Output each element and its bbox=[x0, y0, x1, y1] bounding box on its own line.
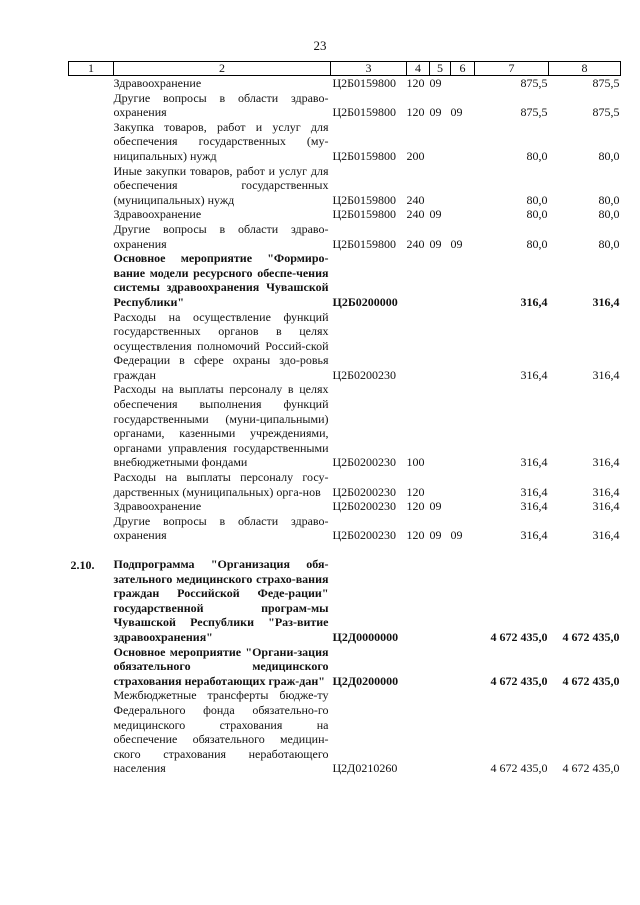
row-number bbox=[69, 514, 114, 543]
row-amount-col8: 316,4 bbox=[592, 499, 620, 514]
row-col5 bbox=[430, 120, 451, 164]
table-row bbox=[69, 514, 621, 543]
header-cell: 4 bbox=[407, 62, 430, 76]
row-name: Расходы на осуществление функций государственных органов в целях осуществления полномочий Россий-ской Федерации в сфере охраны здо-ровья граждан bbox=[113, 309, 329, 382]
row-col5: 09 bbox=[429, 207, 442, 222]
row-col5: 09 bbox=[429, 528, 442, 543]
row-col5: 09 bbox=[429, 236, 442, 251]
row-name: Закупка товаров, работ и услуг для обеспечения государственных (му-ниципальных) нужд bbox=[113, 119, 329, 163]
table-row bbox=[69, 222, 621, 251]
row-name: Межбюджетные трансферты бюдже-ту Федерального фонда обязательно-го медицинского страхования на обеспечение обязательного медицин-ского страхования неработающего населения bbox=[113, 688, 329, 776]
spacer-cell bbox=[69, 543, 621, 557]
header-cell: 2 bbox=[114, 62, 331, 76]
row-code: Ц2Б0200230 bbox=[332, 455, 397, 470]
table-row bbox=[69, 310, 621, 383]
row-col5 bbox=[430, 164, 451, 208]
row-col4 bbox=[407, 688, 430, 776]
header-cell: 1 bbox=[69, 62, 114, 76]
table-row bbox=[69, 251, 621, 309]
row-amount-col8: 4 672 435,0 bbox=[562, 761, 620, 776]
row-amount-col7: 316,4 bbox=[520, 367, 548, 382]
row-number bbox=[69, 645, 114, 689]
row-amount-col7: 80,0 bbox=[526, 192, 548, 207]
row-number bbox=[69, 91, 114, 120]
header-cell: 8 bbox=[549, 62, 621, 76]
row-number bbox=[69, 207, 114, 222]
row-col4: 100 bbox=[406, 455, 425, 470]
row-col6: 09 bbox=[450, 105, 463, 120]
row-amount-col8: 4 672 435,0 bbox=[562, 673, 620, 688]
row-amount-col7: 4 672 435,0 bbox=[490, 761, 548, 776]
row-col6 bbox=[451, 688, 475, 776]
row-col4: 240 bbox=[406, 207, 425, 222]
row-code: Ц2Б0200230 bbox=[332, 528, 397, 543]
row-amount-col7: 80,0 bbox=[526, 236, 548, 251]
row-number bbox=[69, 470, 114, 499]
table-row bbox=[69, 76, 621, 91]
row-col6 bbox=[451, 76, 475, 91]
table-row bbox=[69, 499, 621, 514]
row-col6 bbox=[451, 382, 475, 470]
row-col4: 240 bbox=[406, 236, 425, 251]
row-amount-col7: 316,4 bbox=[520, 455, 548, 470]
row-col6 bbox=[451, 120, 475, 164]
row-code: Ц2Б0159800 bbox=[332, 148, 397, 163]
row-name: Расходы на выплаты персоналу госу-дарственных (муниципальных) орга-нов bbox=[113, 470, 329, 499]
row-code: Ц2Б0200230 bbox=[332, 484, 397, 499]
row-amount-col8: 80,0 bbox=[598, 236, 620, 251]
row-col6 bbox=[451, 207, 475, 222]
row-name: Здравоохранение bbox=[113, 207, 202, 222]
table-row bbox=[69, 470, 621, 499]
row-col6 bbox=[451, 164, 475, 208]
row-col6: 09 bbox=[450, 528, 463, 543]
spacer-row bbox=[69, 543, 621, 557]
row-amount-col7: 875,5 bbox=[520, 105, 548, 120]
row-amount-col7: 316,4 bbox=[520, 528, 548, 543]
row-number bbox=[69, 120, 114, 164]
row-col5: 09 bbox=[429, 105, 442, 120]
row-name: Подпрограмма "Организация обя-зательного медицинского страхо-вания граждан Российской Феде-рации" государственной програм-мы Чувашской Республики "Раз-витие здравоохранения" bbox=[113, 557, 329, 644]
row-col4: 200 bbox=[406, 148, 425, 163]
header-cell: 7 bbox=[475, 62, 549, 76]
header-row bbox=[69, 62, 621, 76]
row-number bbox=[69, 688, 114, 776]
table-row bbox=[69, 557, 621, 645]
row-col5 bbox=[430, 645, 451, 689]
row-code: Ц2Б0159800 bbox=[332, 105, 397, 120]
row-number bbox=[69, 251, 114, 309]
table-row bbox=[69, 120, 621, 164]
row-col6 bbox=[451, 645, 475, 689]
row-col4 bbox=[407, 557, 430, 645]
row-col5: 09 bbox=[429, 76, 442, 90]
row-col5 bbox=[430, 310, 451, 383]
row-number bbox=[69, 164, 114, 208]
row-col4: 120 bbox=[406, 484, 425, 499]
row-name: Расходы на выплаты персоналу в целях обеспечения выполнения функций государственными (муни-ципальными) органами, казенными учреждениями, органами управления государственными внебюджетными фондами bbox=[113, 382, 329, 470]
row-number bbox=[69, 222, 114, 251]
table-row bbox=[69, 207, 621, 222]
row-name: Здравоохранение bbox=[113, 76, 202, 90]
row-amount-col8: 316,4 bbox=[592, 294, 620, 309]
table-row bbox=[69, 645, 621, 689]
row-col5 bbox=[430, 688, 451, 776]
table-body bbox=[69, 76, 621, 776]
table-row bbox=[69, 382, 621, 470]
row-col6 bbox=[451, 470, 475, 499]
row-code: Ц2Б0159800 bbox=[332, 207, 397, 222]
row-number bbox=[69, 499, 114, 514]
row-code: Ц2Б0200000 bbox=[332, 294, 398, 309]
row-col4: 240 bbox=[406, 192, 425, 207]
table-row bbox=[69, 164, 621, 208]
row-code: Ц2Б0200230 bbox=[332, 499, 397, 514]
row-amount-col7: 316,4 bbox=[520, 499, 548, 514]
header-cell: 3 bbox=[331, 62, 407, 76]
row-amount-col8: 875,5 bbox=[592, 105, 620, 120]
row-number: 2.10. bbox=[70, 558, 95, 572]
row-name: Другие вопросы в области здраво-охранения bbox=[113, 221, 329, 251]
row-amount-col7: 80,0 bbox=[526, 207, 548, 222]
row-col5 bbox=[430, 470, 451, 499]
row-col6: 09 bbox=[450, 236, 463, 251]
row-amount-col8: 80,0 bbox=[598, 207, 620, 222]
row-col4 bbox=[407, 251, 430, 309]
row-col6 bbox=[451, 310, 475, 383]
header-cell: 6 bbox=[451, 62, 475, 76]
row-amount-col7: 4 672 435,0 bbox=[490, 673, 548, 688]
row-code: Ц2Д0000000 bbox=[332, 629, 399, 644]
row-col6 bbox=[451, 251, 475, 309]
row-col5 bbox=[430, 251, 451, 309]
row-amount-col7: 316,4 bbox=[520, 294, 548, 309]
row-code: Ц2Б0159800 bbox=[332, 192, 397, 207]
row-number bbox=[69, 310, 114, 383]
row-amount-col8: 316,4 bbox=[592, 528, 620, 543]
row-code: Ц2Б0200230 bbox=[332, 367, 397, 382]
row-col5 bbox=[430, 557, 451, 645]
row-amount-col7: 4 672 435,0 bbox=[490, 629, 548, 644]
row-amount-col8: 4 672 435,0 bbox=[562, 629, 620, 644]
row-amount-col8: 875,5 bbox=[592, 76, 620, 90]
row-col4: 120 bbox=[406, 76, 425, 90]
row-col5: 09 bbox=[429, 499, 442, 514]
row-code: Ц2Б0159800 bbox=[332, 76, 397, 90]
row-col4 bbox=[407, 645, 430, 689]
row-amount-col8: 80,0 bbox=[598, 148, 620, 163]
row-name: Основное мероприятие "Органи-зация обязательного медицинского страхования неработающих граж-дан" bbox=[113, 644, 329, 688]
row-amount-col8: 316,4 bbox=[592, 455, 620, 470]
row-code: Ц2Б0159800 bbox=[332, 236, 397, 251]
table-row bbox=[69, 91, 621, 120]
row-name: Другие вопросы в области здраво-охранения bbox=[113, 90, 329, 120]
row-code: Ц2Д0200000 bbox=[332, 673, 399, 688]
row-amount-col8: 316,4 bbox=[592, 367, 620, 382]
row-col4 bbox=[407, 310, 430, 383]
row-code: Ц2Д0210260 bbox=[332, 761, 398, 776]
budget-table bbox=[68, 61, 621, 776]
row-name: Основное мероприятие "Формиро-вание модели ресурсного обеспе-чения системы здравоохранения Чувашской Республики" bbox=[113, 251, 329, 309]
row-col5 bbox=[430, 382, 451, 470]
table-row bbox=[69, 688, 621, 776]
row-amount-col8: 316,4 bbox=[592, 484, 620, 499]
row-number bbox=[69, 76, 114, 91]
row-col4: 120 bbox=[406, 105, 425, 120]
page-number: 23 bbox=[313, 38, 327, 53]
row-amount-col7: 80,0 bbox=[526, 148, 548, 163]
header-cell: 5 bbox=[430, 62, 451, 76]
row-name: Другие вопросы в области здраво-охранения bbox=[113, 513, 329, 543]
row-col4: 120 bbox=[406, 499, 425, 514]
row-col4: 120 bbox=[406, 528, 425, 543]
row-amount-col7: 316,4 bbox=[520, 484, 548, 499]
row-name: Иные закупки товаров, работ и услуг для обеспечения государственных (муниципальных) нужд bbox=[113, 163, 329, 207]
row-amount-col7: 875,5 bbox=[520, 76, 548, 90]
row-name: Здравоохранение bbox=[113, 499, 202, 514]
row-col6 bbox=[451, 499, 475, 514]
row-amount-col8: 80,0 bbox=[598, 192, 620, 207]
row-number bbox=[69, 382, 114, 470]
row-col6 bbox=[451, 557, 475, 645]
